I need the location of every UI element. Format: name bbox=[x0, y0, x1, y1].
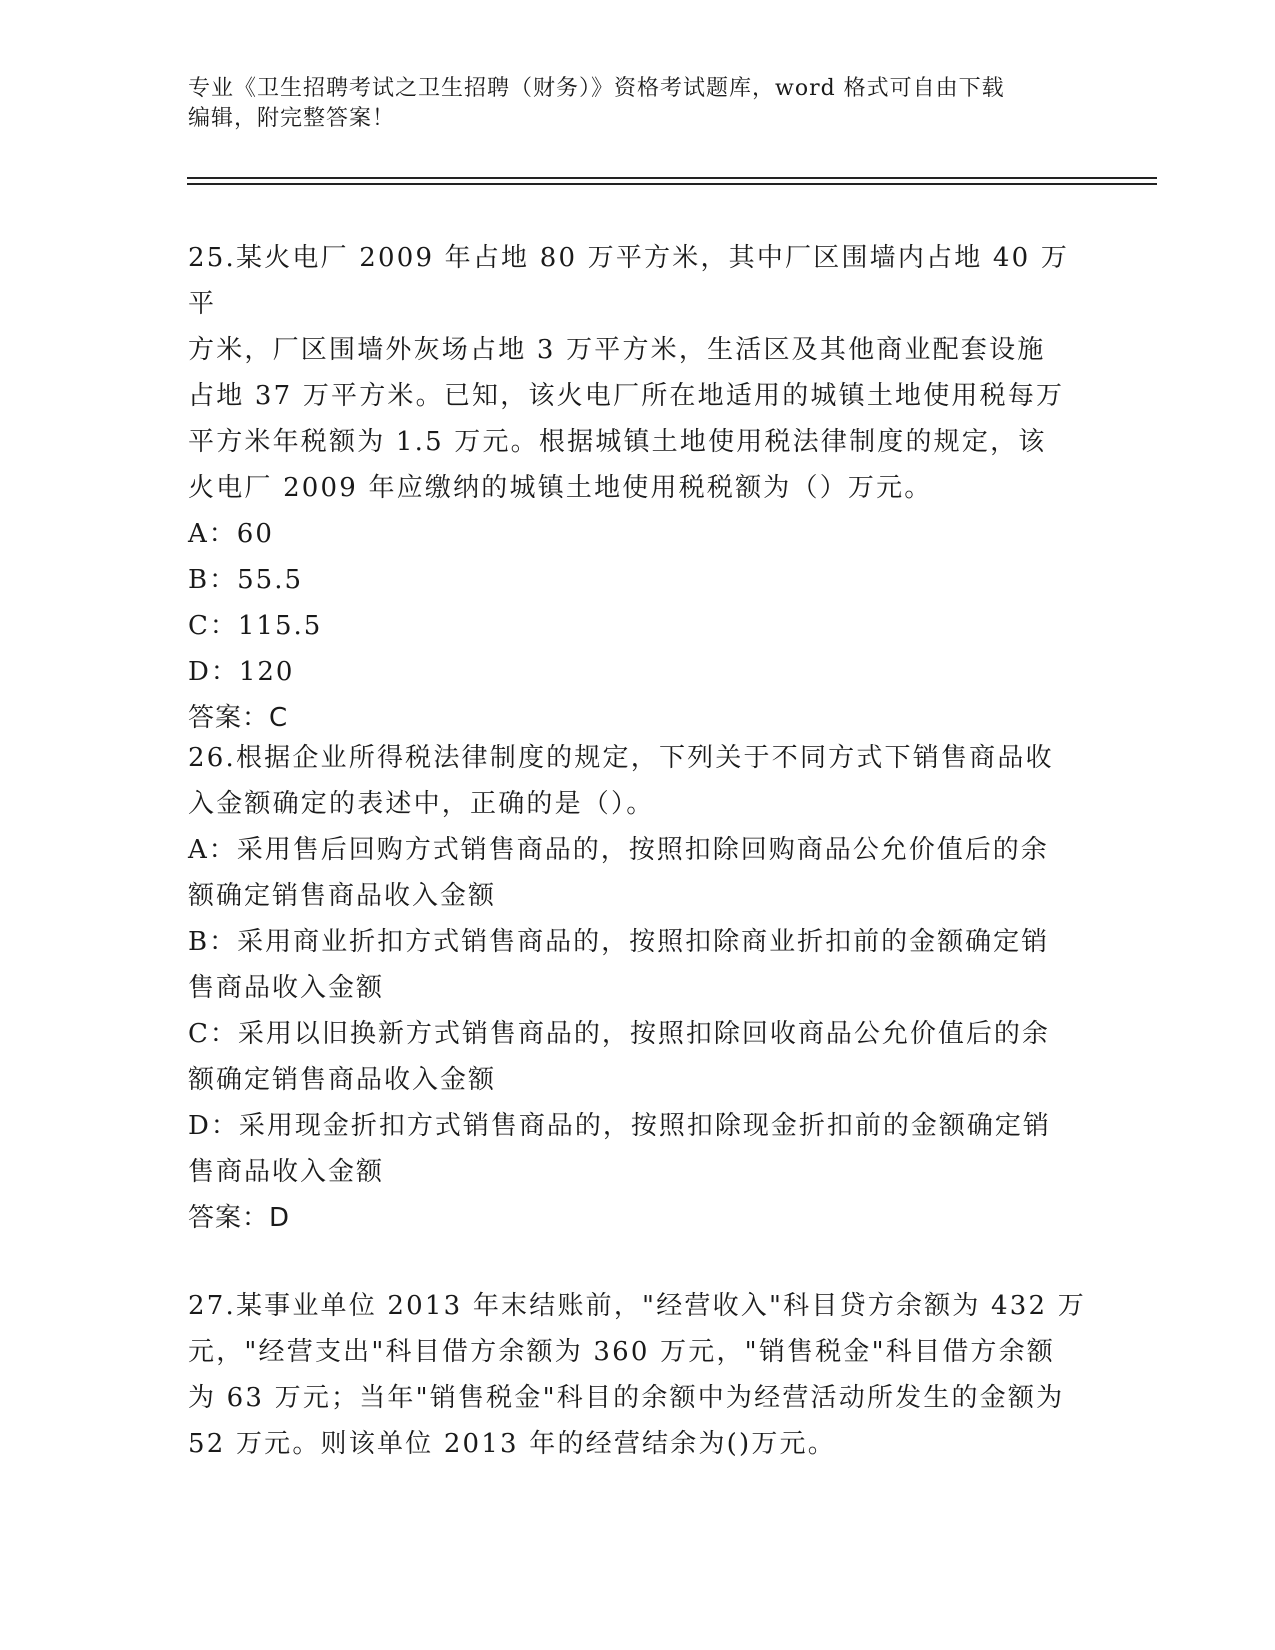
stem-line: 26.根据企业所得税法律制度的规定，下列关于不同方式下销售商品收 bbox=[188, 743, 1054, 773]
option-c-line-1: C：采用以旧换新方式销售商品的，按照扣除回收商品公允价值后的余 bbox=[188, 1019, 1050, 1049]
page-header bbox=[188, 74, 1068, 134]
question-stem bbox=[188, 235, 1088, 511]
option-a: A：60 bbox=[188, 519, 274, 549]
answer: 答案：C bbox=[188, 703, 289, 733]
stem-line: 27.某事业单位 2013 年末结账前，"经营收入"科目贷方余额为 432 万 bbox=[188, 1291, 1086, 1321]
stem-line: 元，"经营支出"科目借方余额为 360 万元，"销售税金"科目借方余额 bbox=[188, 1337, 1055, 1367]
option-b-line-1: B：采用商业折扣方式销售商品的，按照扣除商业折扣前的金额确定销 bbox=[188, 927, 1050, 957]
stem-line: 25.某火电厂 2009 年占地 80 万平方米，其中厂区围墙内占地 40 万平 bbox=[188, 243, 1070, 319]
option-a-line-2: 额确定销售商品收入金额 bbox=[188, 881, 497, 911]
stem-line: 火电厂 2009 年应缴纳的城镇土地使用税税额为（）万元。 bbox=[188, 473, 933, 503]
question-25 bbox=[188, 235, 1088, 741]
stem-line: 为 63 万元；当年"销售税金"科目的余额中为经营活动所发生的金额为 bbox=[188, 1383, 1065, 1413]
header-line-2: 编辑，附完整答案！ bbox=[188, 106, 396, 131]
stem-line: 52 万元。则该单位 2013 年的经营结余为()万元。 bbox=[188, 1429, 836, 1459]
option-c: C：115.5 bbox=[188, 611, 323, 641]
stem-line: 入金额确定的表述中，正确的是（）。 bbox=[188, 789, 655, 819]
option-a-line-1: A：采用售后回购方式销售商品的，按照扣除回购商品公允价值后的余 bbox=[188, 835, 1049, 865]
option-d: D：120 bbox=[188, 657, 295, 687]
question-26 bbox=[188, 735, 1088, 1241]
question-27 bbox=[188, 1283, 1088, 1467]
question-stem bbox=[188, 735, 1088, 827]
stem-line: 占地 37 万平方米。已知，该火电厂所在地适用的城镇土地使用税每万 bbox=[188, 381, 1065, 411]
option-c-line-2: 额确定销售商品收入金额 bbox=[188, 1065, 497, 1095]
stem-line: 方米，厂区围墙外灰场占地 3 万平方米，生活区及其他商业配套设施 bbox=[188, 335, 1046, 365]
option-d-line-2: 售商品收入金额 bbox=[188, 1157, 385, 1187]
header-line-1: 专业《卫生招聘考试之卫生招聘（财务）》资格考试题库，word 格式可自由下载 bbox=[188, 76, 1005, 101]
question-stem bbox=[188, 1283, 1088, 1467]
header-divider-bottom bbox=[187, 183, 1157, 185]
header-divider-top bbox=[187, 177, 1157, 179]
option-d-line-1: D：采用现金折扣方式销售商品的，按照扣除现金折扣前的金额确定销 bbox=[188, 1111, 1051, 1141]
stem-line: 平方米年税额为 1.5 万元。根据城镇土地使用税法律制度的规定，该 bbox=[188, 427, 1047, 457]
answer: 答案：D bbox=[188, 1203, 291, 1233]
option-b: B：55.5 bbox=[188, 565, 303, 595]
option-b-line-2: 售商品收入金额 bbox=[188, 973, 385, 1003]
